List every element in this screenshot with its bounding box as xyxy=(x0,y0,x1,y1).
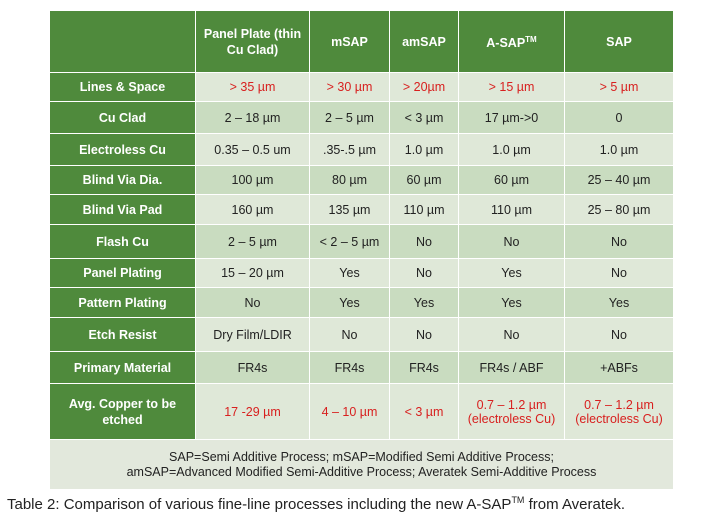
table-cell: > 5 µm xyxy=(565,73,674,102)
row-header: Pattern Plating xyxy=(50,288,196,318)
table-cell: 110 µm xyxy=(459,195,565,225)
table-row xyxy=(50,102,674,134)
table-cell: FR4s xyxy=(196,352,310,384)
table-cell: 0.35 – 0.5 um xyxy=(196,134,310,166)
table-cell: +ABFs xyxy=(565,352,674,384)
row-header: Panel Plating xyxy=(50,259,196,288)
table-cell: Yes xyxy=(565,288,674,318)
row-header: Avg. Copper to be etched xyxy=(50,384,196,440)
row-header: Cu Clad xyxy=(50,102,196,134)
table-cell: 1.0 µm xyxy=(390,134,459,166)
table-cell: 2 – 18 µm xyxy=(196,102,310,134)
table-cell: > 30 µm xyxy=(310,73,390,102)
table-cell: 160 µm xyxy=(196,195,310,225)
table-caption: Table 2: Comparison of various fine-line processes including the new A-SAP™ from Averatek. xyxy=(7,495,626,513)
table-cell: 110 µm xyxy=(390,195,459,225)
table-cell: 0.7 – 1.2 µm (electroless Cu) xyxy=(565,384,674,440)
footnote-cell xyxy=(50,440,674,490)
row-header: Lines & Space xyxy=(50,73,196,102)
table-cell: 100 µm xyxy=(196,166,310,195)
table-cell: No xyxy=(390,259,459,288)
table-cell: 80 µm xyxy=(310,166,390,195)
table-row xyxy=(50,134,674,166)
table-cell: 0 xyxy=(565,102,674,134)
table-cell: 25 – 80 µm xyxy=(565,195,674,225)
table-row xyxy=(50,352,674,384)
footnote-line: amSAP=Advanced Modified Semi-Additive Process; Averatek Semi-Additive Process xyxy=(126,464,597,479)
row-header: Blind Via Dia. xyxy=(50,166,196,195)
table-cell: < 2 – 5 µm xyxy=(310,225,390,259)
table-row xyxy=(50,318,674,352)
table-cell: < 3 µm xyxy=(390,102,459,134)
table-cell: No xyxy=(310,318,390,352)
header-corner-cell xyxy=(50,11,196,73)
table-cell: No xyxy=(565,259,674,288)
column-header: mSAP xyxy=(310,11,390,73)
column-header: amSAP xyxy=(390,11,459,73)
table-cell: No xyxy=(459,225,565,259)
table-cell: FR4s xyxy=(390,352,459,384)
table-cell: 1.0 µm xyxy=(565,134,674,166)
table-row xyxy=(50,384,674,440)
table-cell: No xyxy=(390,225,459,259)
column-header: A-SAP™ xyxy=(459,11,565,73)
table-cell: .35-.5 µm xyxy=(310,134,390,166)
table-cell: No xyxy=(459,318,565,352)
column-header: SAP xyxy=(565,11,674,73)
table-cell: 17 -29 µm xyxy=(196,384,310,440)
footnote-line: SAP=Semi Additive Process; mSAP=Modified Semi Additive Process; xyxy=(169,449,554,464)
column-header: Panel Plate (thin Cu Clad) xyxy=(196,11,310,73)
row-header: Electroless Cu xyxy=(50,134,196,166)
table-cell: FR4s xyxy=(310,352,390,384)
table-cell: > 15 µm xyxy=(459,73,565,102)
table-row xyxy=(50,288,674,318)
table-cell: FR4s / ABF xyxy=(459,352,565,384)
table-cell: 1.0 µm xyxy=(459,134,565,166)
row-header: Blind Via Pad xyxy=(50,195,196,225)
row-header: Flash Cu xyxy=(50,225,196,259)
table-row xyxy=(50,166,674,195)
table-cell: No xyxy=(565,318,674,352)
table-row xyxy=(50,195,674,225)
table-cell: Yes xyxy=(390,288,459,318)
table-cell: 15 – 20 µm xyxy=(196,259,310,288)
table-cell: No xyxy=(390,318,459,352)
table-row xyxy=(50,259,674,288)
table-header-row xyxy=(50,11,674,73)
table-cell: Yes xyxy=(310,288,390,318)
table-cell: 60 µm xyxy=(459,166,565,195)
table-cell: > 35 µm xyxy=(196,73,310,102)
table-cell: 2 – 5 µm xyxy=(310,102,390,134)
row-header: Etch Resist xyxy=(50,318,196,352)
table-row xyxy=(50,73,674,102)
table-cell: Yes xyxy=(459,288,565,318)
table-cell: 17 µm->0 xyxy=(459,102,565,134)
table-cell: No xyxy=(565,225,674,259)
table-cell: 2 – 5 µm xyxy=(196,225,310,259)
table-cell: 135 µm xyxy=(310,195,390,225)
table-cell: < 3 µm xyxy=(390,384,459,440)
table-cell: 60 µm xyxy=(390,166,459,195)
comparison-table xyxy=(49,10,674,490)
table-cell: Yes xyxy=(310,259,390,288)
table-cell: > 20µm xyxy=(390,73,459,102)
table-cell: 0.7 – 1.2 µm (electroless Cu) xyxy=(459,384,565,440)
table-cell: Dry Film/LDIR xyxy=(196,318,310,352)
table-row xyxy=(50,225,674,259)
row-header: Primary Material xyxy=(50,352,196,384)
footnote-row xyxy=(50,440,674,490)
table-cell: 4 – 10 µm xyxy=(310,384,390,440)
table-cell: Yes xyxy=(459,259,565,288)
table-cell: No xyxy=(196,288,310,318)
table-cell: 25 – 40 µm xyxy=(565,166,674,195)
